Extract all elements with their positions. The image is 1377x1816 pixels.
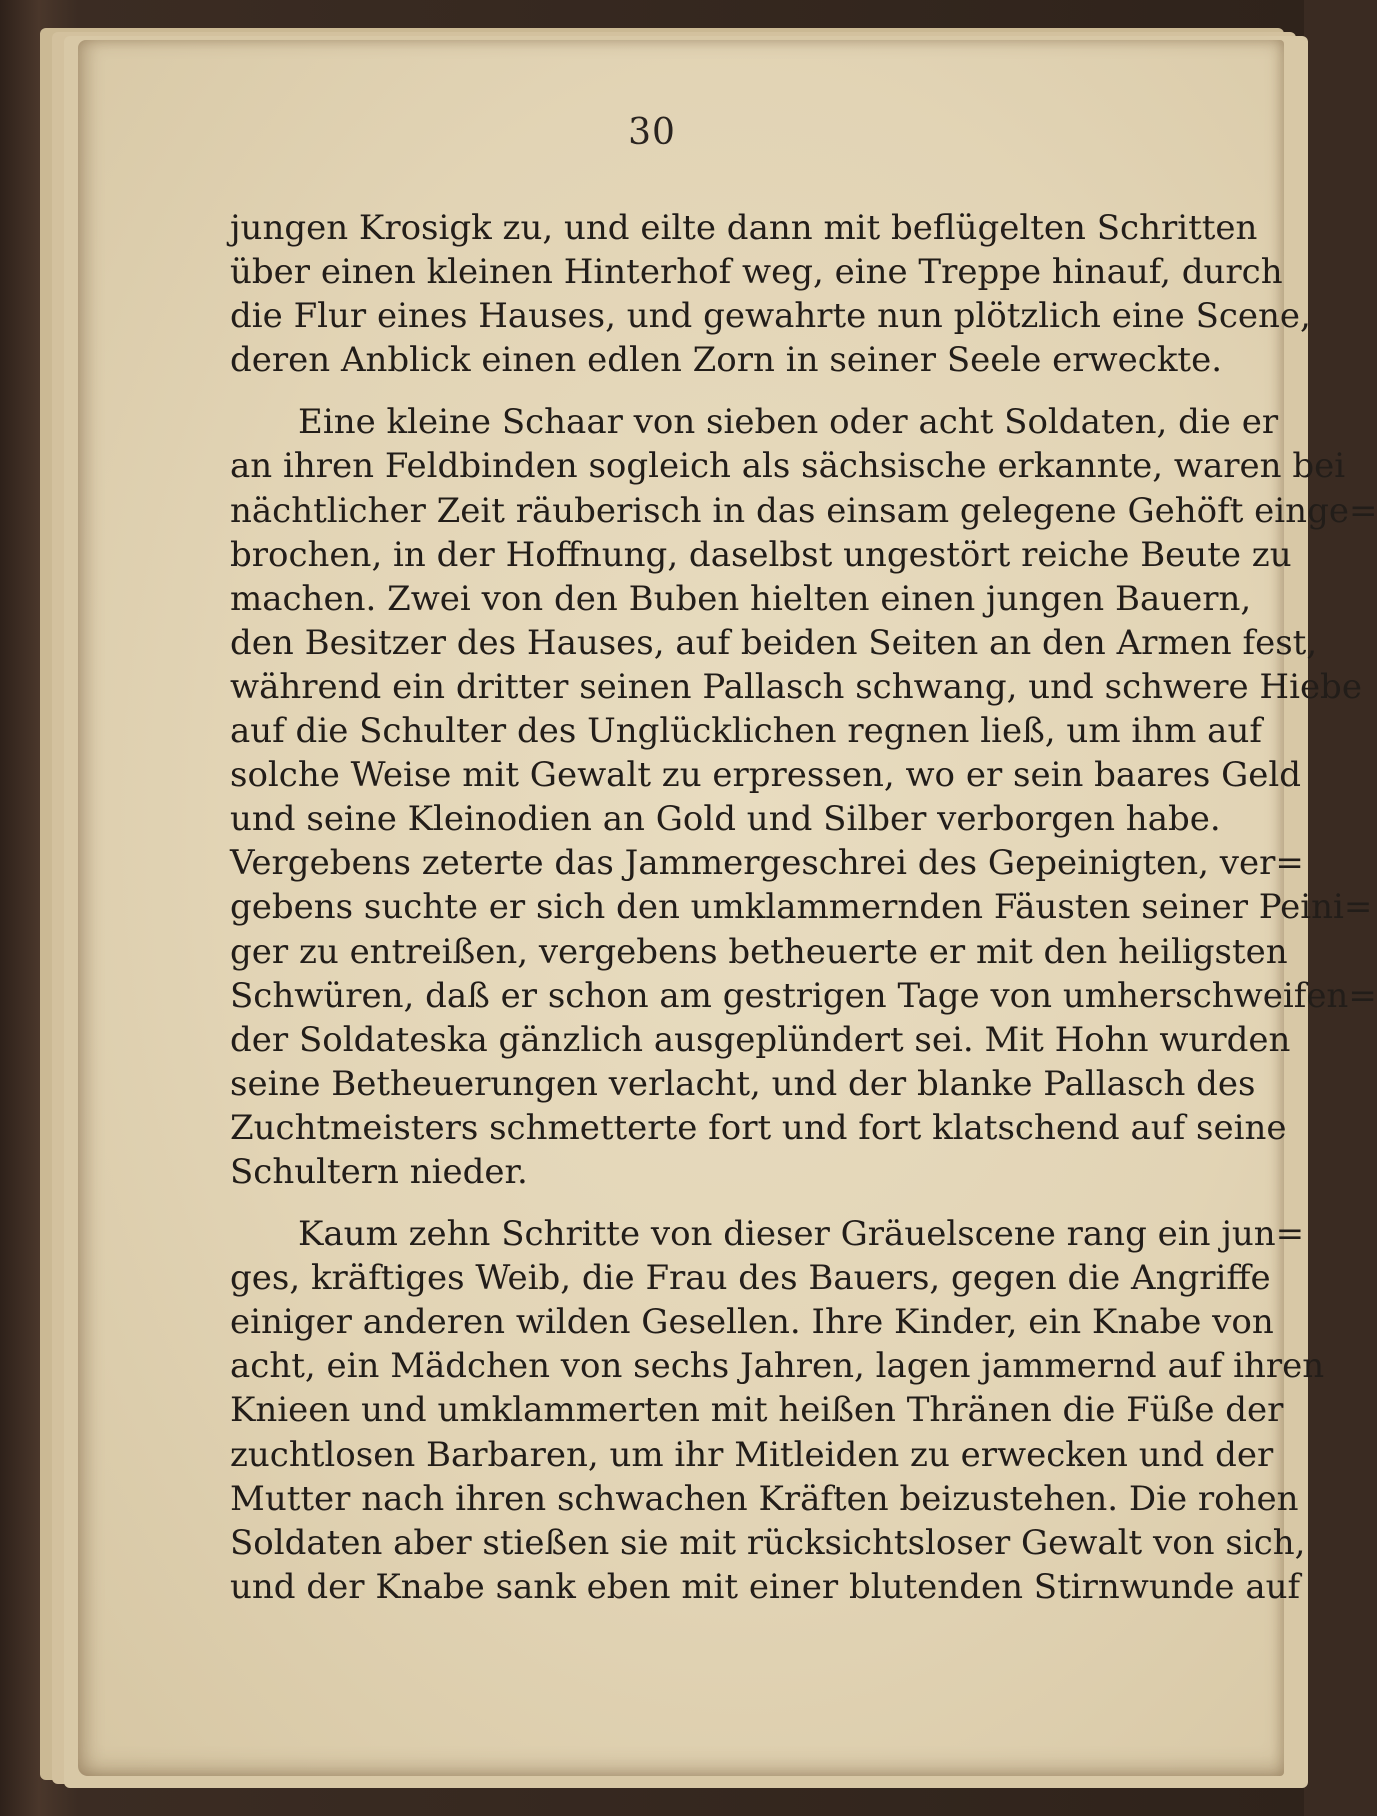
text-line: über einen kleinen Hinterhof weg, eine Treppe hinauf, durch <box>230 252 1283 293</box>
text-line: acht, ein Mädchen von sechs Jahren, lagen jammernd auf ihren <box>230 1346 1325 1387</box>
text-line: ger zu entreißen, vergebens betheuerte er mit den heiligsten <box>230 931 1288 972</box>
text-line: Schwüren, daß er schon am gestrigen Tage von umherschweifen= <box>230 975 1377 1016</box>
paragraph-2 <box>230 400 1377 1194</box>
page-number: 30 <box>628 112 676 153</box>
text-line: Mutter nach ihren schwachen Kräften beizustehen. Die rohen <box>230 1478 1299 1519</box>
text-line: ges, kräftiges Weib, die Frau des Bauers, gegen die Angriffe <box>230 1258 1271 1299</box>
text-line: machen. Zwei von den Buben hielten einen jungen Bauern, <box>230 578 1252 619</box>
text-line: Soldaten aber stießen sie mit rücksichtsloser Gewalt von sich, <box>230 1522 1306 1563</box>
text-line: während ein dritter seinen Pallasch schwang, und schwere Hiebe <box>230 666 1362 707</box>
text-line: nächtlicher Zeit räuberisch in das einsam gelegene Gehöft einge= <box>230 490 1377 531</box>
text-line: und seine Kleinodien an Gold und Silber verborgen habe. <box>230 799 1221 840</box>
body-text <box>230 206 1377 1609</box>
paragraph-3 <box>230 1212 1325 1609</box>
text-line: einiger anderen wilden Gesellen. Ihre Kinder, ein Knabe von <box>230 1302 1274 1343</box>
text-line: Schultern nieder. <box>230 1151 528 1192</box>
text-line: die Flur eines Hauses, und gewahrte nun plötzlich eine Scene, <box>230 296 1311 337</box>
text-line: jungen Krosigk zu, und eilte dann mit beflügelten Schritten <box>230 208 1258 248</box>
text-line: deren Anblick einen edlen Zorn in seiner Seele erweckte. <box>230 340 1223 381</box>
text-line: der Soldateska gänzlich ausgeplündert sei. Mit Hohn wurden <box>230 1019 1291 1060</box>
text-line: solche Weise mit Gewalt zu erpressen, wo er sein baares Geld <box>230 755 1302 796</box>
text-line: Eine kleine Schaar von sieben oder acht Soldaten, die er <box>298 402 1279 443</box>
text-line: Knieen und umklammerten mit heißen Thränen die Füße der <box>230 1390 1284 1431</box>
text-line: und der Knabe sank eben mit einer blutenden Stirnwunde auf <box>230 1566 1301 1607</box>
text-line: zuchtlosen Barbaren, um ihr Mitleiden zu erwecken und der <box>230 1434 1274 1475</box>
paragraph-gap <box>230 1194 1194 1212</box>
paragraph-1 <box>230 206 1311 382</box>
text-line: auf die Schulter des Unglücklichen regnen ließ, um ihm auf <box>230 711 1262 752</box>
text-line: seine Betheuerungen verlacht, und der blanke Pallasch des <box>230 1063 1256 1104</box>
text-line: gebens suchte er sich den umklammernden Fäusten seiner Peini= <box>230 887 1373 928</box>
paragraph-gap <box>230 382 1194 400</box>
text-line: brochen, in der Hoffnung, daselbst ungestört reiche Beute zu <box>230 534 1292 575</box>
text-line: an ihren Feldbinden sogleich als sächsische erkannte, waren bei <box>230 446 1346 487</box>
text-line: den Besitzer des Hauses, auf beiden Seiten an den Armen fest, <box>230 622 1318 663</box>
text-line: Kaum zehn Schritte von dieser Gräuelscene rang ein jun= <box>298 1214 1305 1255</box>
text-line: Vergebens zeterte das Jammergeschrei des Gepeinigten, ver= <box>230 843 1304 884</box>
text-line: Zuchtmeisters schmetterte fort und fort klatschend auf seine <box>230 1107 1287 1148</box>
